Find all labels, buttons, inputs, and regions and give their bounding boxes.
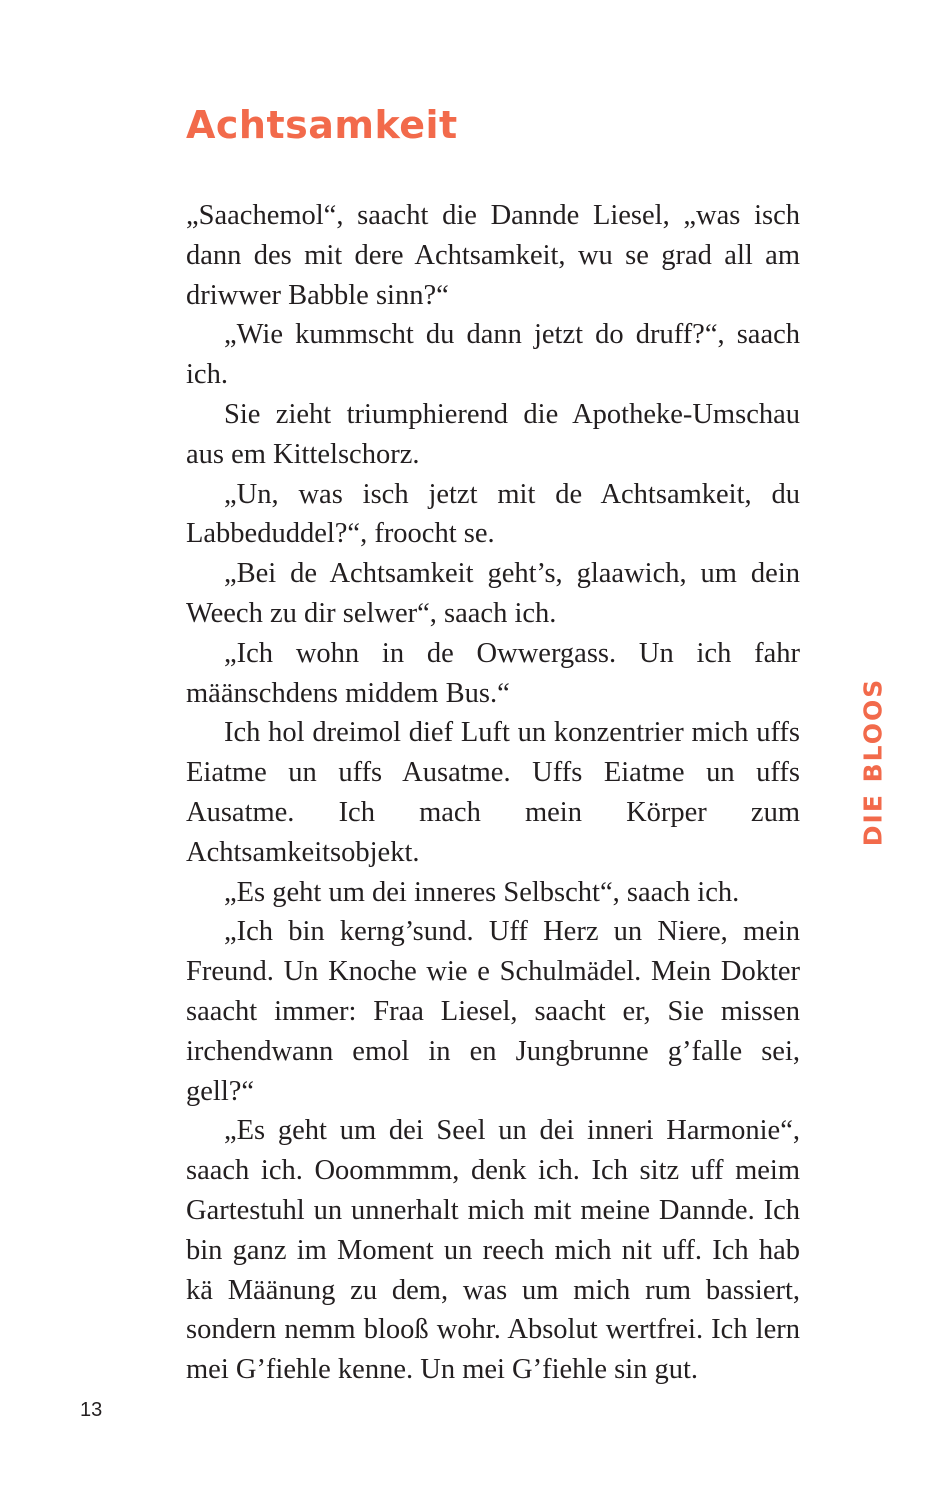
- paragraph: „Ich wohn in de Owwergass. Un ich fahr määnschdens middem Bus.“: [186, 637, 800, 709]
- paragraph: „Saachemol“, saacht die Dannde Liesel, „was isch dann des mit dere Achtsamkeit, wu se grad all am driwwer Babble sinn?“: [186, 200, 800, 311]
- paragraph: „Un, was isch jetzt mit de Achtsamkeit, du Labbeduddel?“, froocht se.: [186, 478, 800, 550]
- paragraph: Ich hol dreimol dief Luft un konzentrier mich uffs Eiatme un uffs Ausatme. Uffs Eiatme un uffs Ausatme. Ich mach mein Körper zum Achtsamkeitsobjekt.: [186, 717, 800, 868]
- chapter-title: Achtsamkeit: [186, 103, 458, 147]
- paragraph: „Wie kummscht du dann jetzt do druff?“, saach ich.: [186, 319, 800, 391]
- paragraph: „Es geht um dei inneres Selbscht“, saach ich.: [224, 876, 740, 908]
- body-text: [186, 196, 800, 1390]
- page-number: 13: [80, 1399, 103, 1421]
- section-side-label-text: DIE BLOOS: [858, 677, 888, 847]
- paragraph: „Ich bin kerng’sund. Uff Herz un Niere, mein Freund. Un Knoche wie e Schulmädel. Mein Dokter saacht immer: Fraa Liesel, saacht er, Sie missen irchendwann emol in en Jungbrunne g’falle sei, gell?“: [186, 916, 800, 1107]
- paragraph: „Bei de Achtsamkeit geht’s, glaawich, um dein Weech zu dir selwer“, saach ich.: [186, 558, 800, 629]
- paragraph: „Es geht um dei Seel un dei inneri Harmonie“, saach ich. Ooommmm, denk ich. Ich sitz uff meim Gartestuhl un unnerhalt mich mit meine Dannde. Ich bin ganz im Moment un reech mich nit uff. Ich hab kä Määnung zu dem, was um mich rum bassiert, sondern nemm blooß wohr. Absolut wertfrei. Ich lern mei G’fiehle kenne. Un mei G’fiehle sin gut.: [186, 1115, 800, 1386]
- paragraph: Sie zieht triumphierend die Apotheke-Umschau aus em Kittelschorz.: [186, 398, 800, 470]
